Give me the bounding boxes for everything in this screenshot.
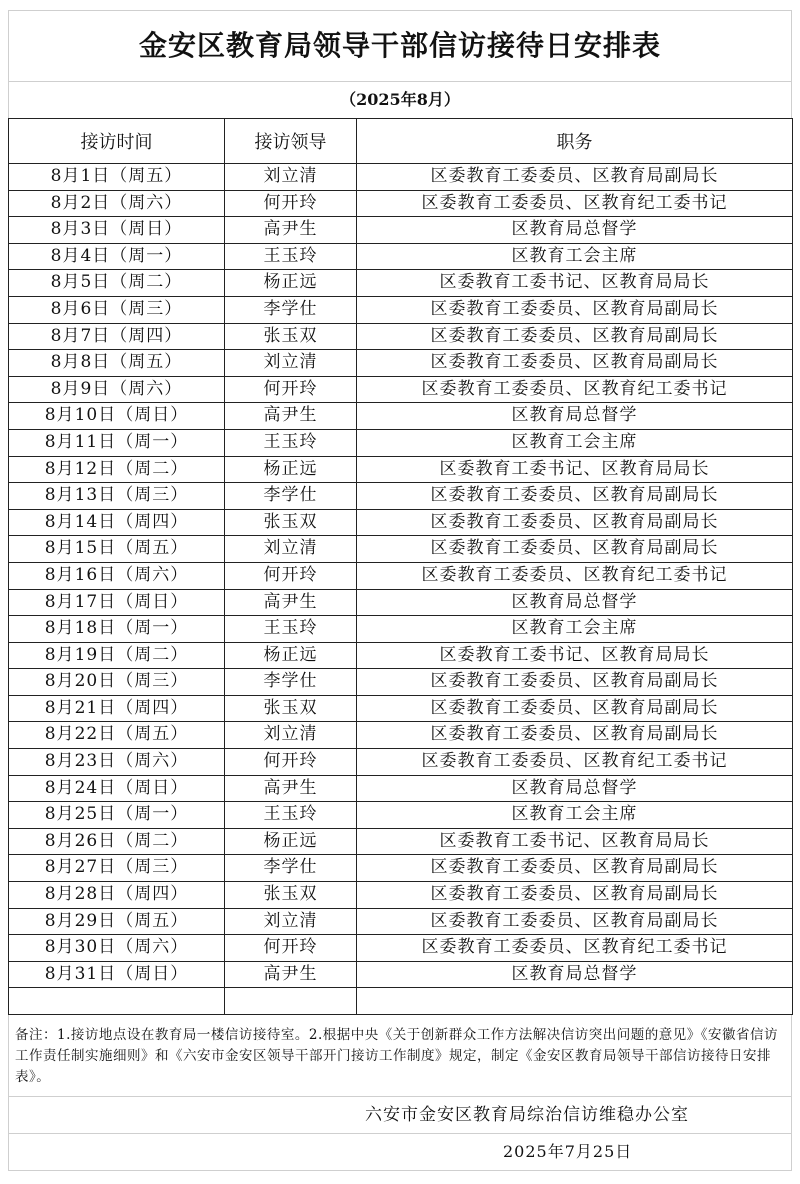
cell-leader: 王玉玲 xyxy=(225,802,357,829)
cell-leader: 刘立清 xyxy=(225,164,357,191)
header-time: 接访时间 xyxy=(9,119,225,164)
table-row xyxy=(9,483,793,510)
table-body xyxy=(9,164,793,988)
cell-position: 区委教育工委委员、区教育局副局长 xyxy=(357,296,793,323)
page-title: 金安区教育局领导干部信访接待日安排表 xyxy=(8,10,792,81)
issuing-office: 六安市金安区教育局综治信访维稳办公室 xyxy=(9,1097,791,1134)
cell-position: 区教育局总督学 xyxy=(357,217,793,244)
header-leader: 接访领导 xyxy=(225,119,357,164)
cell-position: 区委教育工委委员、区教育纪工委书记 xyxy=(357,190,793,217)
cell-leader: 高尹生 xyxy=(225,775,357,802)
table-row xyxy=(9,855,793,882)
table-row xyxy=(9,429,793,456)
cell-date: 8月30日（周六） xyxy=(9,935,225,962)
cell-date: 8月20日（周三） xyxy=(9,669,225,696)
cell-leader: 杨正远 xyxy=(225,270,357,297)
cell-leader: 何开玲 xyxy=(225,749,357,776)
cell-position: 区委教育工委委员、区教育局副局长 xyxy=(357,350,793,377)
empty-cell xyxy=(225,988,357,1015)
cell-date: 8月17日（周日） xyxy=(9,589,225,616)
cell-date: 8月12日（周二） xyxy=(9,456,225,483)
cell-date: 8月1日（周五） xyxy=(9,164,225,191)
table-row xyxy=(9,935,793,962)
cell-position: 区教育工会主席 xyxy=(357,802,793,829)
cell-date: 8月14日（周四） xyxy=(9,509,225,536)
cell-position: 区委教育工委书记、区教育局局长 xyxy=(357,270,793,297)
table-row xyxy=(9,908,793,935)
cell-leader: 刘立清 xyxy=(225,908,357,935)
cell-position: 区委教育工委委员、区教育纪工委书记 xyxy=(357,376,793,403)
cell-date: 8月29日（周五） xyxy=(9,908,225,935)
table-row xyxy=(9,775,793,802)
cell-position: 区委教育工委书记、区教育局局长 xyxy=(357,828,793,855)
cell-date: 8月11日（周一） xyxy=(9,429,225,456)
cell-position: 区委教育工委委员、区教育局副局长 xyxy=(357,536,793,563)
cell-leader: 李学仕 xyxy=(225,855,357,882)
schedule-table xyxy=(8,118,793,1015)
cell-position: 区委教育工委委员、区教育纪工委书记 xyxy=(357,935,793,962)
table-row xyxy=(9,828,793,855)
table-row xyxy=(9,350,793,377)
cell-date: 8月13日（周三） xyxy=(9,483,225,510)
cell-date: 8月26日（周二） xyxy=(9,828,225,855)
cell-date: 8月10日（周日） xyxy=(9,403,225,430)
cell-date: 8月6日（周三） xyxy=(9,296,225,323)
table-row xyxy=(9,456,793,483)
cell-date: 8月22日（周五） xyxy=(9,722,225,749)
page-subtitle: （2025年8月） xyxy=(8,81,792,118)
cell-date: 8月21日（周四） xyxy=(9,695,225,722)
schedule-sheet xyxy=(8,10,792,1171)
cell-date: 8月25日（周一） xyxy=(9,802,225,829)
cell-leader: 高尹生 xyxy=(225,403,357,430)
cell-position: 区委教育工委委员、区教育纪工委书记 xyxy=(357,562,793,589)
cell-position: 区教育工会主席 xyxy=(357,616,793,643)
table-row xyxy=(9,164,793,191)
empty-row xyxy=(9,988,793,1015)
cell-position: 区教育工会主席 xyxy=(357,429,793,456)
table-row xyxy=(9,802,793,829)
cell-position: 区委教育工委委员、区教育局副局长 xyxy=(357,323,793,350)
table-row xyxy=(9,376,793,403)
cell-position: 区委教育工委委员、区教育局副局长 xyxy=(357,164,793,191)
cell-date: 8月23日（周六） xyxy=(9,749,225,776)
table-row xyxy=(9,669,793,696)
cell-position: 区委教育工委委员、区教育局副局长 xyxy=(357,908,793,935)
cell-position: 区委教育工委委员、区教育局副局长 xyxy=(357,855,793,882)
table-row xyxy=(9,403,793,430)
cell-position: 区委教育工委委员、区教育局副局长 xyxy=(357,722,793,749)
cell-position: 区委教育工委委员、区教育局副局长 xyxy=(357,695,793,722)
cell-leader: 王玉玲 xyxy=(225,243,357,270)
table-row xyxy=(9,589,793,616)
cell-date: 8月9日（周六） xyxy=(9,376,225,403)
table-row xyxy=(9,749,793,776)
cell-position: 区委教育工委书记、区教育局局长 xyxy=(357,642,793,669)
table-row xyxy=(9,217,793,244)
cell-leader: 何开玲 xyxy=(225,935,357,962)
cell-leader: 高尹生 xyxy=(225,961,357,988)
empty-cell xyxy=(9,988,225,1015)
table-row xyxy=(9,882,793,909)
cell-date: 8月19日（周二） xyxy=(9,642,225,669)
cell-date: 8月7日（周四） xyxy=(9,323,225,350)
cell-date: 8月5日（周二） xyxy=(9,270,225,297)
cell-date: 8月16日（周六） xyxy=(9,562,225,589)
cell-leader: 杨正远 xyxy=(225,642,357,669)
cell-date: 8月3日（周日） xyxy=(9,217,225,244)
table-row xyxy=(9,642,793,669)
cell-leader: 张玉双 xyxy=(225,509,357,536)
cell-position: 区教育局总督学 xyxy=(357,589,793,616)
cell-date: 8月28日（周四） xyxy=(9,882,225,909)
cell-position: 区委教育工委书记、区教育局局长 xyxy=(357,456,793,483)
cell-position: 区教育局总督学 xyxy=(357,775,793,802)
cell-leader: 李学仕 xyxy=(225,296,357,323)
table-header-row xyxy=(9,119,793,164)
cell-leader: 刘立清 xyxy=(225,350,357,377)
cell-leader: 王玉玲 xyxy=(225,429,357,456)
cell-position: 区委教育工委委员、区教育局副局长 xyxy=(357,669,793,696)
header-position: 职务 xyxy=(357,119,793,164)
cell-leader: 张玉双 xyxy=(225,695,357,722)
cell-leader: 高尹生 xyxy=(225,589,357,616)
cell-leader: 张玉双 xyxy=(225,323,357,350)
cell-date: 8月24日（周日） xyxy=(9,775,225,802)
cell-position: 区委教育工委委员、区教育局副局长 xyxy=(357,882,793,909)
table-row xyxy=(9,722,793,749)
cell-date: 8月31日（周日） xyxy=(9,961,225,988)
cell-leader: 张玉双 xyxy=(225,882,357,909)
cell-leader: 何开玲 xyxy=(225,376,357,403)
cell-leader: 何开玲 xyxy=(225,190,357,217)
table-row xyxy=(9,961,793,988)
cell-leader: 何开玲 xyxy=(225,562,357,589)
cell-position: 区委教育工委委员、区教育纪工委书记 xyxy=(357,749,793,776)
cell-position: 区教育局总督学 xyxy=(357,961,793,988)
table-row xyxy=(9,190,793,217)
table-row xyxy=(9,243,793,270)
table-row xyxy=(9,296,793,323)
table-row xyxy=(9,509,793,536)
empty-cell xyxy=(357,988,793,1015)
remarks-note: 备注：1.接访地点设在教育局一楼信访接待室。2.根据中央《关于创新群众工作方法解决信访突出问题的意见》《安徽省信访工作责任制实施细则》和《六安市金安区领导干部开门接访工作制度》规定，制定《金安区教育局领导干部信访接待日安排表》。 xyxy=(8,1015,792,1097)
cell-position: 区教育工会主席 xyxy=(357,243,793,270)
cell-leader: 李学仕 xyxy=(225,483,357,510)
cell-leader: 王玉玲 xyxy=(225,616,357,643)
cell-date: 8月4日（周一） xyxy=(9,243,225,270)
cell-date: 8月18日（周一） xyxy=(9,616,225,643)
cell-date: 8月8日（周五） xyxy=(9,350,225,377)
cell-date: 8月27日（周三） xyxy=(9,855,225,882)
table-row xyxy=(9,270,793,297)
cell-position: 区教育局总督学 xyxy=(357,403,793,430)
table-row xyxy=(9,323,793,350)
table-row xyxy=(9,695,793,722)
cell-leader: 刘立清 xyxy=(225,536,357,563)
cell-date: 8月15日（周五） xyxy=(9,536,225,563)
table-row xyxy=(9,562,793,589)
cell-leader: 高尹生 xyxy=(225,217,357,244)
cell-leader: 刘立清 xyxy=(225,722,357,749)
cell-date: 8月2日（周六） xyxy=(9,190,225,217)
table-row xyxy=(9,616,793,643)
footer xyxy=(8,1097,792,1171)
cell-position: 区委教育工委委员、区教育局副局长 xyxy=(357,509,793,536)
issue-date: 2025年7月25日 xyxy=(503,1142,633,1161)
cell-position: 区委教育工委委员、区教育局副局长 xyxy=(357,483,793,510)
table-row xyxy=(9,536,793,563)
cell-leader: 李学仕 xyxy=(225,669,357,696)
cell-leader: 杨正远 xyxy=(225,828,357,855)
cell-leader: 杨正远 xyxy=(225,456,357,483)
